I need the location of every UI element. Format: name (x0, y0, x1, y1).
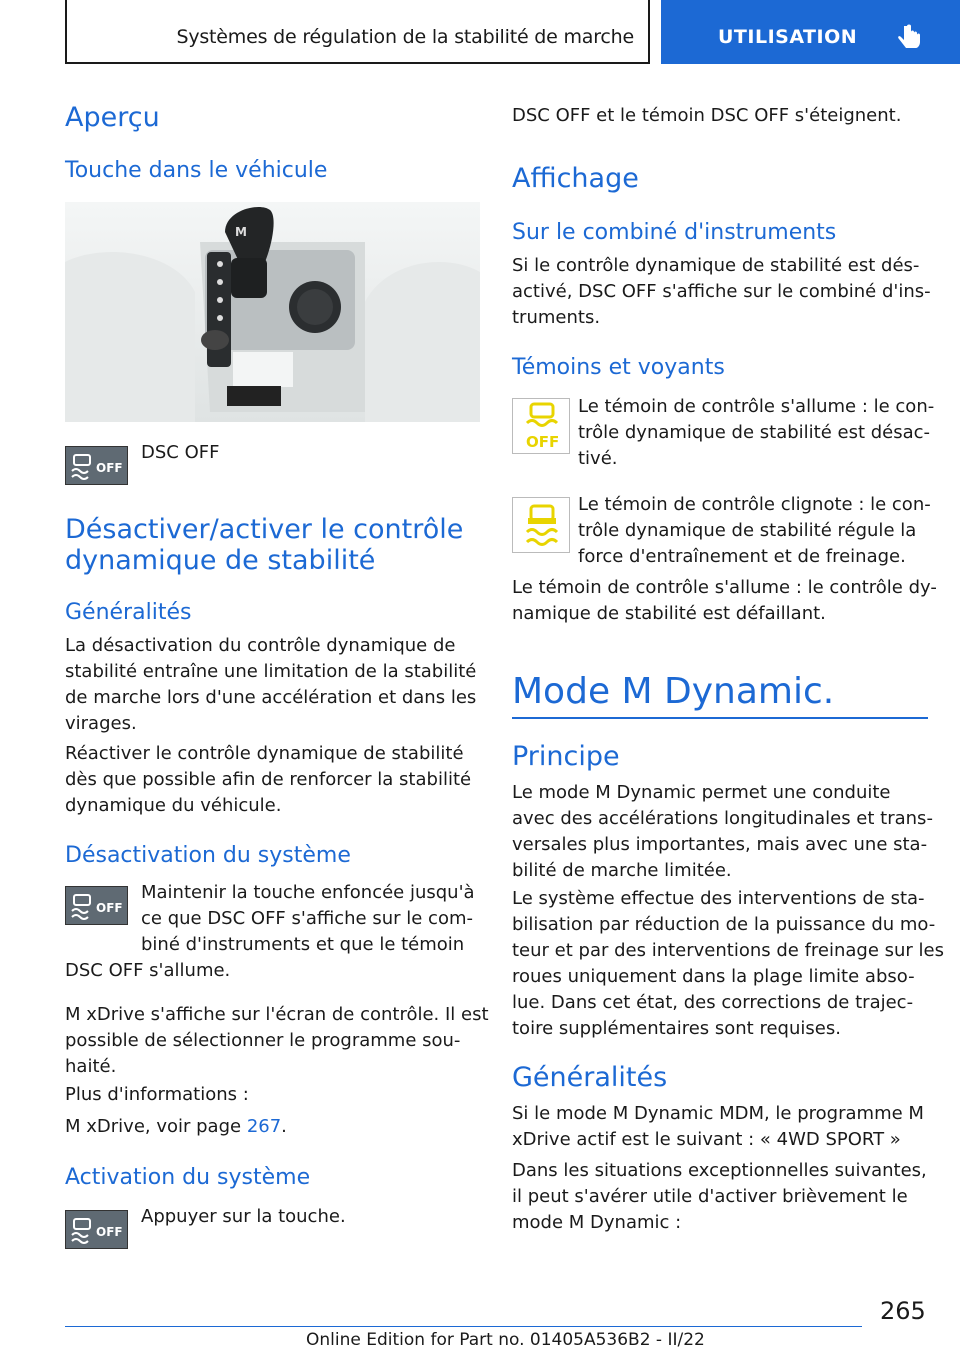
svg-text:OFF: OFF (96, 901, 123, 915)
heading-generalites-left: Généralités (65, 600, 192, 625)
paragraph-interventions: Le système effectue des interventions de sta- bilisation par réduction de la puissance du mo- teur et par des interventions de freinage sur les roues uniquement dans la plage limite abso- lue. Dans cet état, des corrections de trajec- toire supplémentaires sont requises. (512, 888, 945, 1039)
paragraph-situations: Dans les situations exceptionnelles suivantes, il peut s'avérer utile d'activer brièvement le mode M Dynamic : (512, 1160, 927, 1233)
paragraph-combine: Si le contrôle dynamique de stabilité est dés- activé, DSC OFF s'affiche sur le combiné d'ins- truments. (512, 255, 931, 328)
heading-desactiver-line2: dynamique de stabilité (65, 545, 376, 576)
dsc-off-button-icon (65, 1210, 128, 1249)
page-link-267[interactable]: 267 (246, 1116, 282, 1137)
page-number: 265 (880, 1297, 926, 1325)
heading-activation-systeme: Activation du système (65, 1165, 311, 1190)
paragraph-reactiver: Réactiver le contrôle dynamique de stabilité dès que possible afin de renforcer la stabilité dynamique du véhicule. (65, 743, 472, 816)
heading-desactiver-line1: Désactiver/activer le contrôle (65, 514, 464, 545)
header-chapter-label: UTILISATION (718, 26, 858, 48)
paragraph-maintenir-touche: Maintenir la touche enfoncée jusqu'à ce que DSC OFF s'affiche sur le com- biné d'instruments et que le témoin (141, 882, 475, 955)
paragraph-mxdrive: M xDrive s'affiche sur l'écran de contrôle. Il est possible de sélectionner le programme sou- haité. (65, 1004, 489, 1077)
dsc-off-button-icon (65, 446, 128, 485)
heading-generalites-right: Généralités (512, 1062, 668, 1093)
paragraph-plus-infos: Plus d'informations : (65, 1084, 249, 1105)
heading-desactivation-systeme: Désactivation du système (65, 843, 351, 868)
heading-rule (512, 717, 928, 719)
heading-affichage: Affichage (512, 163, 639, 194)
header-chapter-box[interactable] (661, 0, 960, 64)
svg-text:OFF: OFF (526, 433, 560, 451)
heading-touche: Touche dans le véhicule (65, 158, 328, 183)
paragraph-voir-page: M xDrive, voir page 267. (65, 1116, 287, 1137)
paragraph-maintenir-end: DSC OFF s'allume. (65, 960, 231, 981)
svg-text:OFF: OFF (96, 1225, 123, 1239)
heading-apercu: Aperçu (65, 102, 160, 133)
pointing-hand-icon (897, 24, 923, 54)
dsc-off-warning-icon (512, 398, 570, 454)
heading-temoins: Témoins et voyants (512, 355, 725, 380)
footer-edition: Online Edition for Part no. 01405A536B2 - II/22 (306, 1330, 705, 1350)
header-section-title: Systèmes de régulation de la stabilité de marche (176, 26, 634, 48)
paragraph-dsc-eteignent: DSC OFF et le témoin DSC OFF s'éteignent. (512, 105, 902, 126)
paragraph-mdm: Si le mode M Dynamic MDM, le programme M xDrive actif est le suivant : « 4WD SPORT » (512, 1103, 924, 1150)
paragraph-temoin-defaillant: Le témoin de contrôle s'allume : le contrôle dy- namique de stabilité est défaillant. (512, 577, 937, 624)
heading-principe: Principe (512, 741, 620, 772)
dsc-off-label: DSC OFF (141, 442, 220, 463)
header-section-box (65, 0, 650, 64)
paragraph-principe: Le mode M Dynamic permet une conduite avec des accélérations longitudinales et trans- versales plus importantes, mais avec une sta- bilité de marche limitée. (512, 782, 933, 881)
vehicle-console-photo (65, 202, 480, 422)
dsc-active-warning-icon (512, 497, 570, 553)
heading-mode-m-dynamic: Mode M Dynamic. (512, 671, 835, 712)
svg-text:OFF: OFF (96, 461, 123, 475)
dsc-off-button-icon (65, 886, 128, 925)
svg-text:M: M (235, 225, 247, 239)
heading-combine: Sur le combiné d'instruments (512, 220, 837, 245)
paragraph-desactivation-intro: La désactivation du contrôle dynamique de stabilité entraîne une limitation de la stabilité de marche lors d'une accélération et dans les virages. (65, 635, 477, 734)
paragraph-temoin-clignote: Le témoin de contrôle clignote : le con- trôle dynamique de stabilité régule la force d'entraînement et de freinage. (578, 494, 931, 567)
paragraph-appuyer: Appuyer sur la touche. (141, 1206, 346, 1227)
footer-rule (65, 1326, 862, 1327)
paragraph-temoin-allume: Le témoin de contrôle s'allume : le con- trôle dynamique de stabilité est désac- tivé. (578, 396, 935, 469)
